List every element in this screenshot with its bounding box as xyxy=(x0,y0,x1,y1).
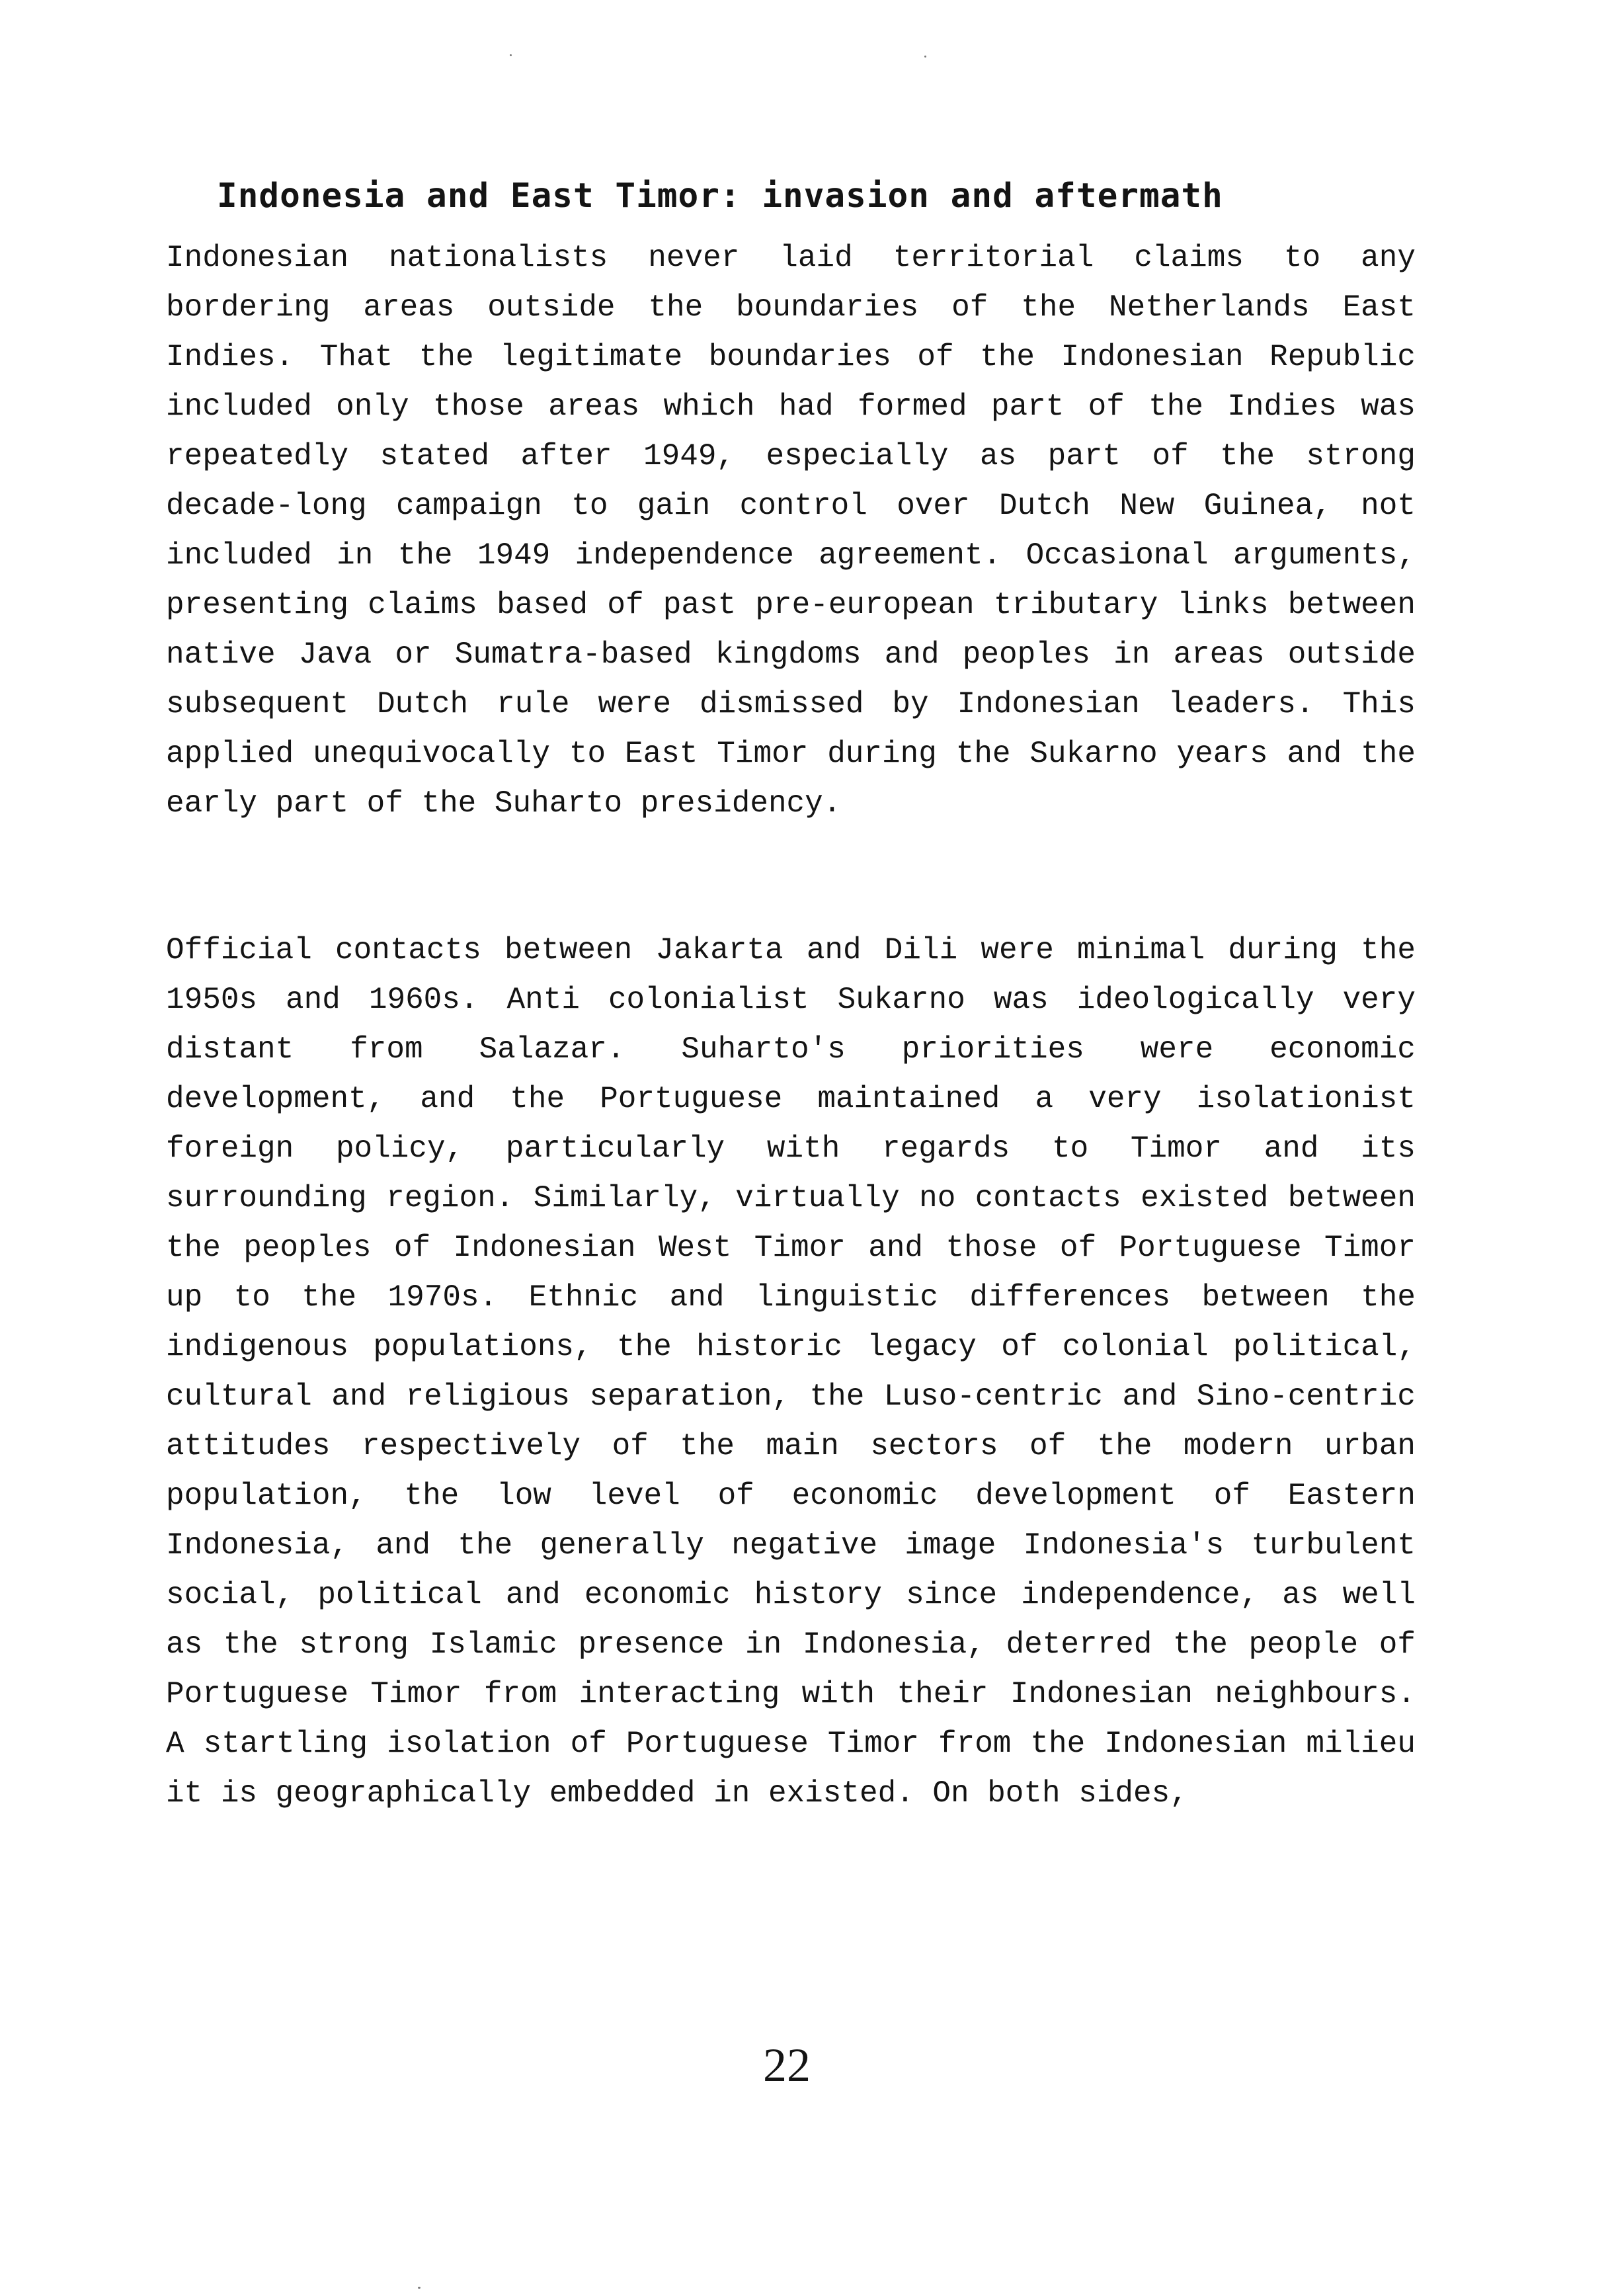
page-number: 22 xyxy=(763,2039,811,2092)
paragraph-1: Indonesian nationalists never laid territorial claims to any bordering areas outside the boundaries of the Netherlands East Indies. That the legitimate boundaries of the Indonesian Republic included only those areas which had formed part of the Indies was repeatedly stated after 1949, especially as part of the strong decade-long campaign to gain control over Dutch New Guinea, not included in the 1949 independence agreement. Occasional arguments, presenting claims based of past pre-european tributary links between native Java or Sumatra-based kingdoms and peoples in areas outside subsequent Dutch rule were dismissed by Indonesian leaders. This applied unequivocally to East Timor during the Sukarno years and the early part of the Suharto presidency. xyxy=(166,241,1416,821)
paragraph-2: Official contacts between Jakarta and Dili were minimal during the 1950s and 1960s. Anti colonialist Sukarno was ideologically very distant from Salazar. Suharto's priorities were economic development, and the Portuguese maintained a very isolationist foreign policy, particularly with regards to Timor and its surrounding region. Similarly, virtually no contacts existed between the peoples of Indonesian West Timor and those of Portuguese Timor up to the 1970s. Ethnic and linguistic differences between the indigenous populations, the historic legacy of colonial political, cultural and religious separation, the Luso-centric and Sino-centric attitudes respectively of the main sectors of the modern urban population, the low level of economic development of Eastern Indonesia, and the generally negative image Indonesia's turbulent social, political and economic history since independence, as well as the strong Islamic presence in Indonesia, deterred the people of Portuguese Timor from interacting with their Indonesian neighbours. A startling isolation of Portuguese Timor from the Indonesian milieu it is geographically embedded in existed. On both sides, xyxy=(166,933,1416,1811)
scan-speck xyxy=(510,54,512,56)
section-title: Indonesia and East Timor: invasion and aftermath xyxy=(217,177,1223,216)
scan-speck xyxy=(418,2287,421,2289)
scan-speck xyxy=(924,56,926,58)
